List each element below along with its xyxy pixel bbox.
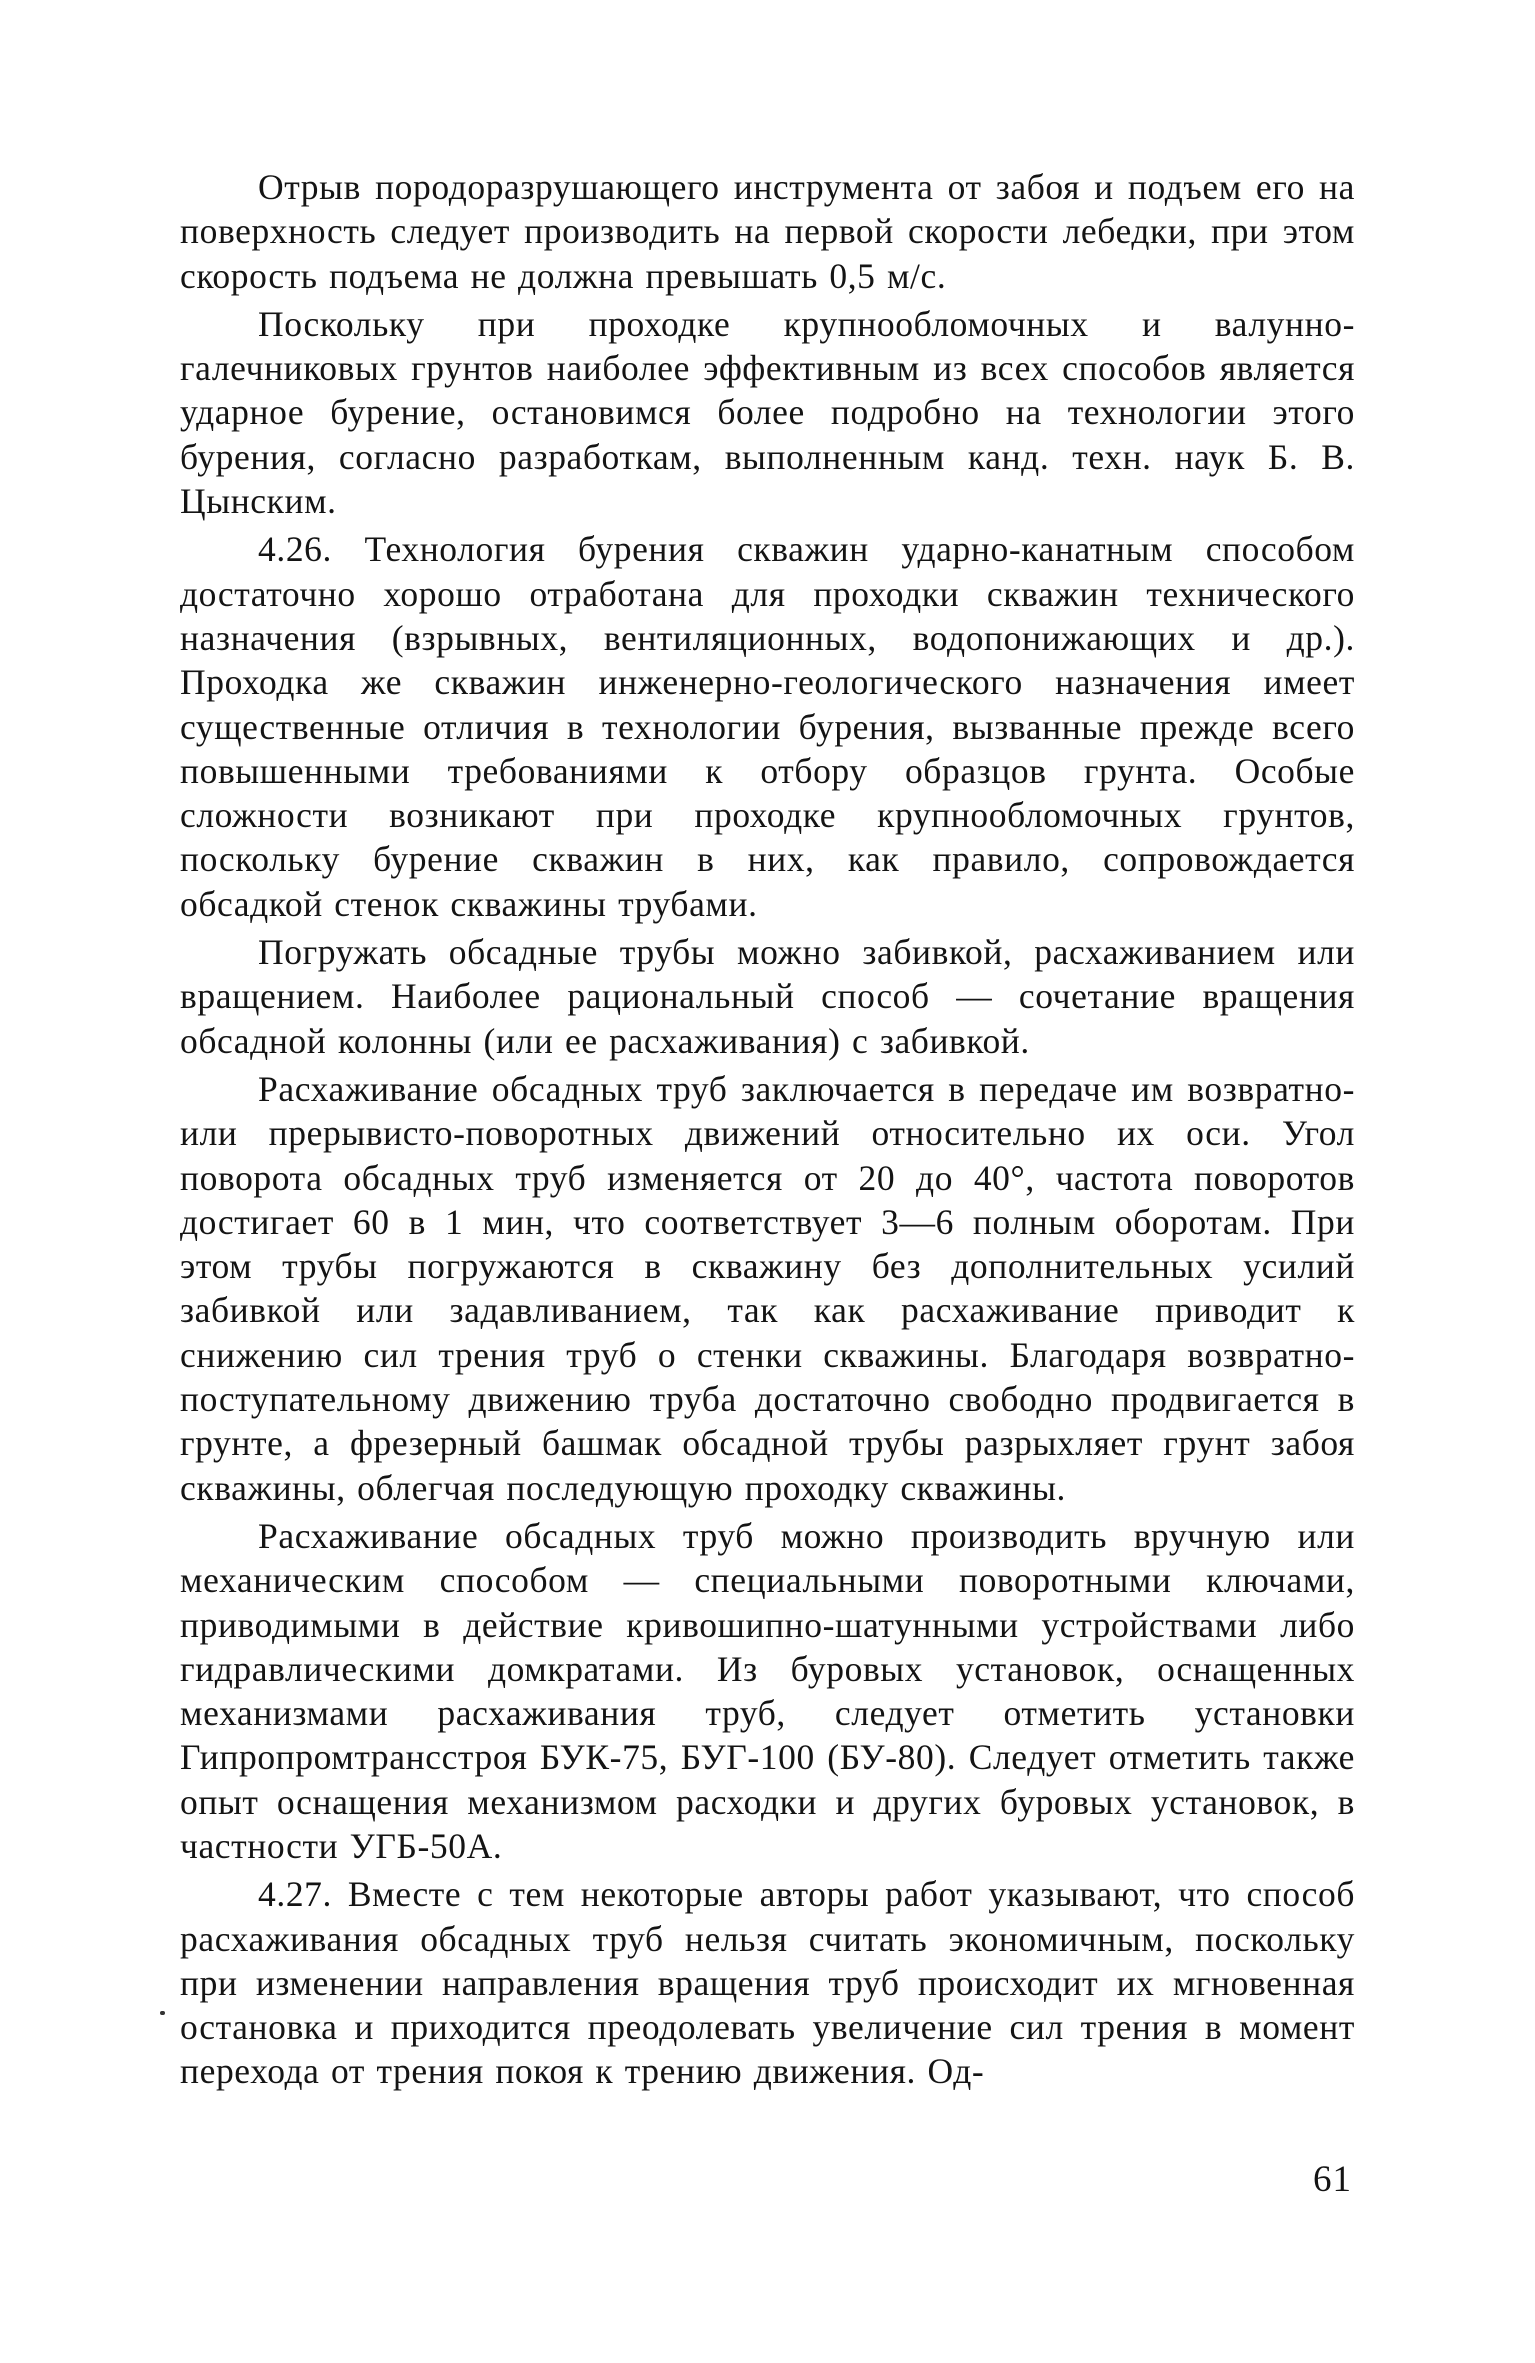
paragraph-percussion-drilling-intro: Поскольку при проходке крупнообломочных и валунно-галечниковых грунтов наиболее эффективным из всех способов является ударное бурение, остановимся более подробно на технологии этого бурения, согласно разработкам, выполненным канд. техн. наук Б. В. Цынским. xyxy=(180,303,1355,522)
paragraph-casing-oscillation: Расхаживание обсадных труб заключается в передаче им возвратно- или прерывисто-поворотных движений относительно их оси. Угол поворота обсадных труб изменяется от 20 до 40°, частота поворотов достигает 60 в 1 мин, что соответствует 3—6 полным оборотам. При этом трубы погружаются в скважину без дополнительных усилий забивкой или задавливанием, так как расхаживание приводит к снижению сил трения труб о стенки скважины. Благодаря возвратно-поступательному движению труба достаточно свободно продвигается в грунте, а фрезерный башмак обсадной трубы разрыхляет грунт забоя скважины, облегчая последующую проходку скважины. xyxy=(180,1068,1355,1508)
paragraph-casing-lift: Отрыв породоразрушающего инструмента от забоя и подъем его на поверхность следует производить на первой скорости лебедки, при этом скорость подъема не должна превышать 0,5 м/с. xyxy=(180,167,1355,296)
paragraph-section-4-26: 4.26. Технология бурения скважин ударно-канатным способом достаточно хорошо отработана для проходки скважин технического назначения (взрывных, вентиляционных, водопонижающих и др.). Проходка же скважин инженерно-геологического назначения имеет существенные отличия в технологии бурения, вызванные прежде всего повышенными требованиями к отбору образцов грунта. Особые сложности возникают при проходке крупнообломочных грунтов, поскольку бурение скважин в них, как правило, сопровождается обсадкой стенок скважины трубами. xyxy=(180,529,1355,924)
paragraph-oscillation-equipment: Расхаживание обсадных труб можно производить вручную или механическим способом — специальными поворотными ключами, приводимыми в действие кривошипно-шатунными устройствами либо гидравлическими домкратами. Из буровых установок, оснащенных механизмами расхаживания труб, следует отметить установки Гипропромтрансстроя БУК-75, БУГ-100 (БУ-80). Следует отметить также опыт оснащения механизмом расходки и других буровых установок, в частности УГБ-50А. xyxy=(180,1515,1355,1866)
paragraph-casing-methods: Погружать обсадные трубы можно забивкой, расхаживанием или вращением. Наиболее рациональный способ — сочетание вращения обсадной колонны (или ее расхаживания) с забивкой. xyxy=(180,932,1355,1061)
page-body xyxy=(180,165,1355,2094)
margin-speck xyxy=(160,2011,165,2015)
page-number: 61 xyxy=(1313,2159,1352,2200)
paragraph-section-4-27: 4.27. Вместе с тем некоторые авторы работ указывают, что способ расхаживания обсадных труб нельзя считать экономичным, поскольку при изменении направления вращения труб происходит их мгновенная остановка и приходится преодолевать увеличение сил трения в момент перехода от трения покоя к трению движения. Од- xyxy=(180,1874,1355,2092)
